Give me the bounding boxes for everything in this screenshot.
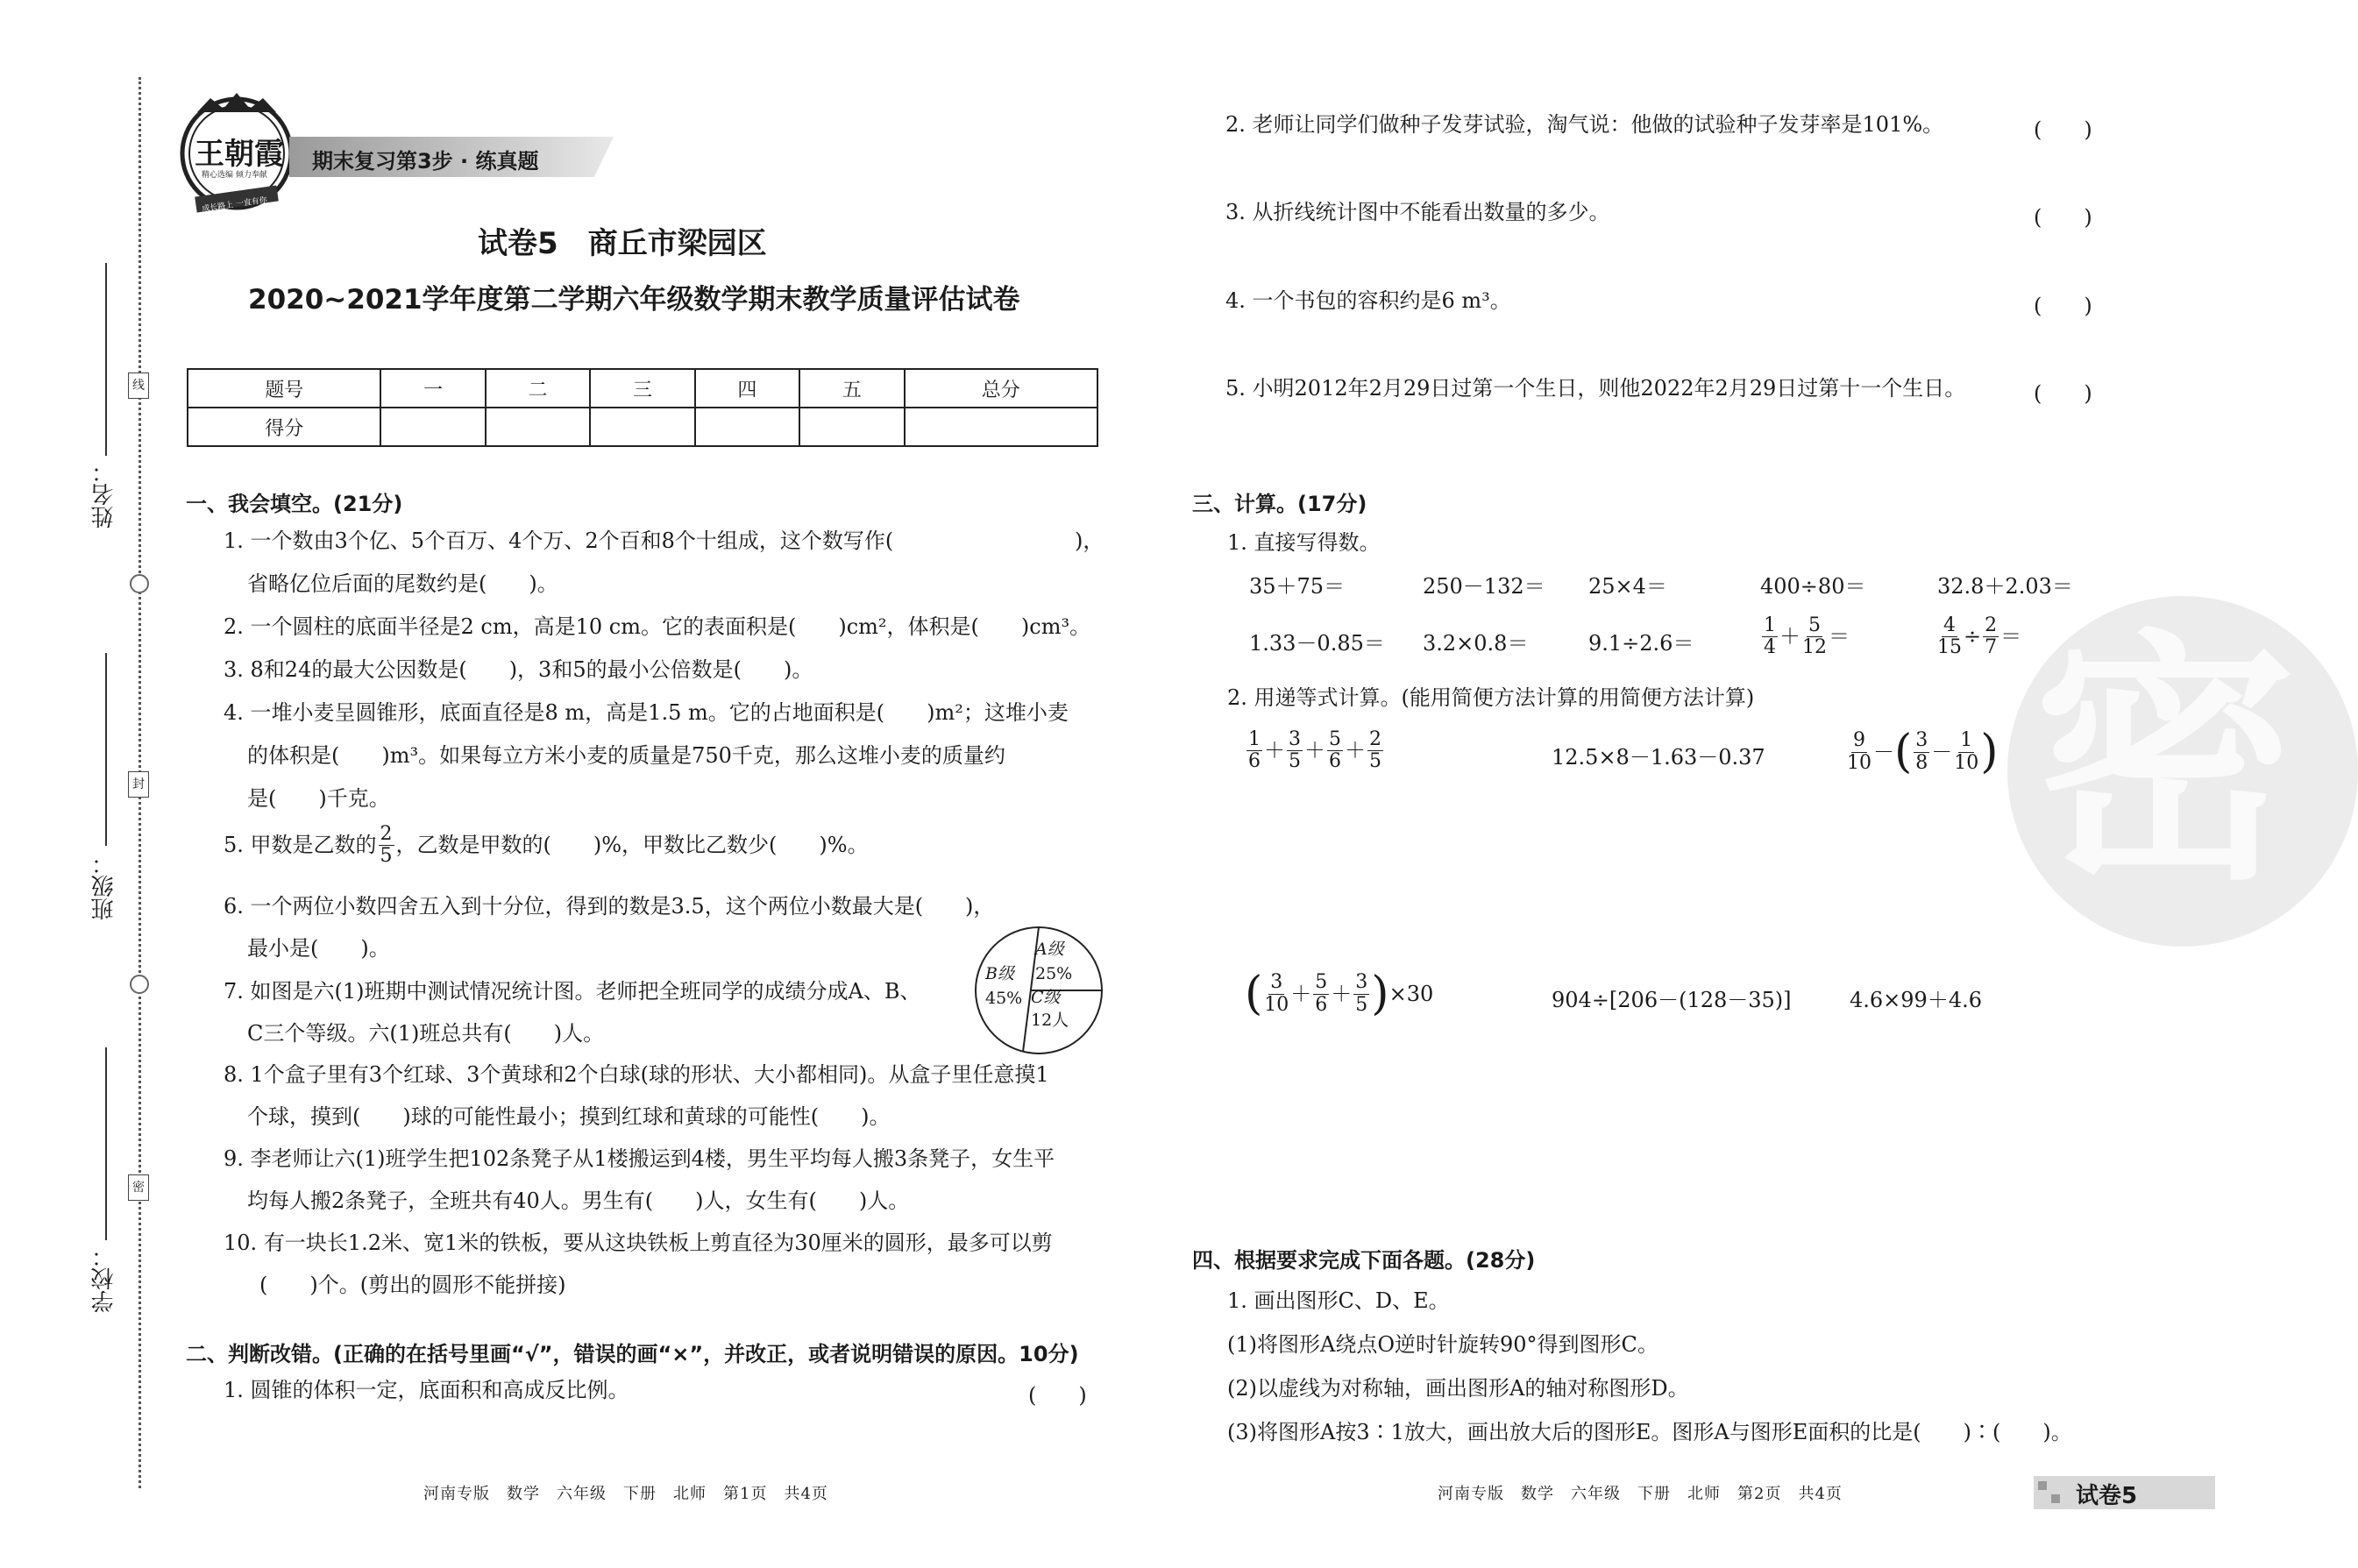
score-row-label: 得分 [188,408,380,446]
pie-b-value: 45% [985,989,1023,1008]
score-cell[interactable] [695,408,799,446]
q4-1-2-text: (2)以虚线为对称轴，画出图形A的轴对称图形D。 [1227,1376,1689,1401]
logo-name: 王朝霞 [195,137,284,172]
q2-3-answer-paren[interactable]: ( ) [2034,205,2092,230]
score-cell[interactable] [380,408,485,446]
q2-5-text: 5. 小明2012年2月29日过第一个生日，则他2022年2月29日过第十一个生日。 [1225,376,1966,401]
q1-8-text: 8. 1个盒子里有3个红球、3个黄球和2个白球(球的形状、大小都相同)。从盒子里任意摸1 [224,1062,1049,1087]
pie-a-value: 25% [1035,964,1073,983]
pie-c-label: C级 [1031,988,1061,1007]
score-cell[interactable] [905,408,1097,446]
pie-b-label: B级 [985,964,1014,983]
q1-4-text-b: 的体积是( )m³。如果每立方米小麦的质量是750千克，那么这堆小麦的质量约 [247,743,1005,768]
section1-heading: 一、我会填空。(21分) [186,492,403,516]
calc-item: 35＋75＝ [1249,574,1346,599]
name-label: 姓名： [91,460,117,529]
name-blank-line [105,263,107,456]
calc-item: 32.8＋2.03＝ [1937,574,2073,599]
binding-hole-icon [130,574,149,593]
score-header: 二 [486,369,590,408]
q1-9-text-b: 均每人搬2条凳子，全班共有40人。男生有( )人，女生有( )人。 [247,1188,910,1213]
q1-5-text: 5. 甲数是乙数的 [224,833,377,858]
expr-decimal: 12.5×8－1.63－0.37 [1552,745,1765,770]
q4-1-3-text: (3)将图形A按3∶1放大，画出放大后的图形E。图形A与图形E面积的比是( )∶( )。 [1227,1420,2072,1444]
score-header: 三 [590,369,694,408]
q1-1-text: 1. 一个数由3个亿、5个百万、4个万、2个百和8个十组成，这个数写作( [224,529,894,553]
q2-5-answer-paren[interactable]: ( ) [2034,381,2092,406]
fraction-2-5: $\frac{2}{5}$ [380,823,393,868]
q1-3-text: 3. 8和24的最大公因数是( )，3和5的最小公倍数是( )。 [224,657,813,682]
expr-fraction-sum: $\frac{1}{6}$ ＋ $\frac{3}{5}$ ＋ $\frac{5}{6}$ ＋ $\frac{2}{5}$ [1248,728,1381,773]
q1-8-text-b: 个球，摸到( )球的可能性最小；摸到红球和黄球的可能性( )。 [247,1104,891,1129]
class-blank-line [105,653,107,846]
tab-deco-icon [2051,1494,2060,1503]
pie-a-label: A级 [1035,940,1064,959]
q2-3-text: 3. 从折线统计图中不能看出数量的多少。 [1225,200,1610,224]
page-title: 试卷5 商丘市梁园区 [478,226,767,261]
score-table [187,368,1098,447]
calc-item: 25×4＝ [1588,574,1667,599]
s3-sub2: 2. 用递等式计算。(能用简便方法计算的用简便方法计算) [1227,685,1755,710]
expr-distributive: 4.6×99＋4.6 [1850,988,1982,1012]
q1-5-text-post: ，乙数是甲数的( )%，甲数比乙数少( )%。 [395,833,869,858]
footer-right: 河南专版 数学 六年级 下册 北师 第2页 共4页 [1438,1485,1843,1503]
q1-10-text: 10. 有一块长1.2米、宽1米的铁板，要从这块铁板上剪直径为30厘米的圆形，最多可以剪 [224,1231,1053,1255]
score-cell[interactable] [486,408,590,446]
seal-mark-secret: 密 [128,1174,149,1201]
q1-7-text-b: C三个等级。六(1)班总共有( )人。 [247,1021,605,1046]
q4-1-text: 1. 画出图形C、D、E。 [1227,1288,1450,1313]
q1-1-paren-end: )， [1075,529,1104,553]
expr-fraction-times: ( $\frac{3}{10}$ ＋ $\frac{5}{6}$ ＋ $\frac{3}{5}$ ) ×30 [1245,968,1434,1020]
section3-heading: 三、计算。(17分) [1192,492,1367,516]
q1-6-text-b: 最小是( )。 [247,936,390,961]
expr-fraction-diff: $\frac{9}{10}$ － ( $\frac{3}{8}$ － $\frac{1}{10}$ ) [1847,726,1999,778]
q1-4-text: 4. 一堆小麦呈圆锥形，底面直径是8 m，高是1.5 m。它的占地面积是( )m²；这堆小麦 [224,700,1069,725]
score-header: 五 [799,369,904,408]
q1-5-line [224,824,869,867]
s3-sub1: 1. 直接写得数。 [1227,530,1381,555]
q2-1-answer-paren[interactable]: ( ) [1028,1383,1087,1408]
secret-watermark [1999,596,2297,964]
calc-fraction-div: $\frac{4}{15}$ ÷ $\frac{2}{7}$ ＝ [1937,614,2022,659]
q2-1-text: 1. 圆锥的体积一定，底面积和高成反比例。 [224,1378,629,1402]
school-label: 学校： [91,1245,117,1313]
q1-10-text-b: ( )个。(剪出的圆形不能拼接) [259,1273,566,1297]
logo-slogan: 精心选编 倾力奉献 [202,171,267,180]
q1-2-text: 2. 一个圆柱的底面半径是2 cm，高是10 cm。它的表面积是( )cm²，体积是( )cm³。 [224,614,1091,639]
score-header: 总分 [905,369,1097,408]
seal-mark-seal: 封 [128,771,149,798]
expr-bracket: 904÷[206－(128－35)] [1552,988,1792,1012]
pie-c-value: 12人 [1031,1011,1069,1030]
calc-item: 3.2×0.8＝ [1423,631,1529,656]
q2-4-text: 4. 一个书包的容积约是6 m³。 [1225,288,1511,313]
score-header: 题号 [188,369,380,408]
calc-item: 1.33－0.85＝ [1249,631,1385,656]
logo-ribbon-text: 成长路上 一直有你 [201,195,268,215]
section4-heading: 四、根据要求完成下面各题。(28分) [1192,1248,1536,1273]
banner-text: 期末复习第3步 · 练真题 [312,149,539,174]
q4-1-1-text: (1)将图形A绕点O逆时针旋转90°得到图形C。 [1227,1332,1658,1357]
binding-hole-icon [130,975,149,994]
section2-heading: 二、判断改错。(正确的在括号里画“√”，错误的画“×”，并改正，或者说明错误的原因。10分) [186,1342,1079,1366]
page-tab-label: 试卷5 [2076,1483,2138,1509]
q2-4-answer-paren[interactable]: ( ) [2034,294,2092,318]
score-header: 四 [695,369,799,408]
q1-4-text-c: 是( )千克。 [247,786,390,811]
q1-1-text-b: 省略亿位后面的尾数约是( )。 [247,571,558,596]
q2-2-answer-paren[interactable]: ( ) [2034,117,2092,142]
calc-fraction-sum: $\frac{1}{4}$ ＋ $\frac{5}{12}$ ＝ [1764,614,1850,659]
score-header: 一 [380,369,485,408]
page-subtitle: 2020~2021学年度第二学期六年级数学期末教学质量评估试卷 [248,284,1020,316]
calc-item: 400÷80＝ [1760,574,1866,599]
calc-item: 250－132＝ [1423,574,1545,599]
seal-mark-line: 线 [128,372,149,399]
score-cell[interactable] [590,408,694,446]
q1-6-text: 6. 一个两位小数四舍五入到十分位，得到的数是3.5，这个两位小数最大是( )， [224,894,995,919]
q1-7-text: 7. 如图是六(1)班期中测试情况统计图。老师把全班同学的成绩分成A、B、 [224,979,921,1004]
q2-2-text: 2. 老师让同学们做种子发芽试验，淘气说：他做的试验种子发芽率是101%。 [1225,112,1944,137]
footer-left: 河南专版 数学 六年级 下册 北师 第1页 共4页 [423,1485,828,1503]
school-blank-line [105,1047,107,1240]
class-label: 班级： [91,852,117,920]
watermark-char: 密 [2034,609,2297,915]
q1-9-text: 9. 李老师让六(1)班学生把102条凳子从1楼搬运到4楼，男生平均每人搬3条凳子，女生平 [224,1146,1055,1171]
calc-item: 9.1÷2.6＝ [1588,631,1694,656]
tab-deco-icon [2038,1481,2047,1490]
score-cell[interactable] [799,408,904,446]
